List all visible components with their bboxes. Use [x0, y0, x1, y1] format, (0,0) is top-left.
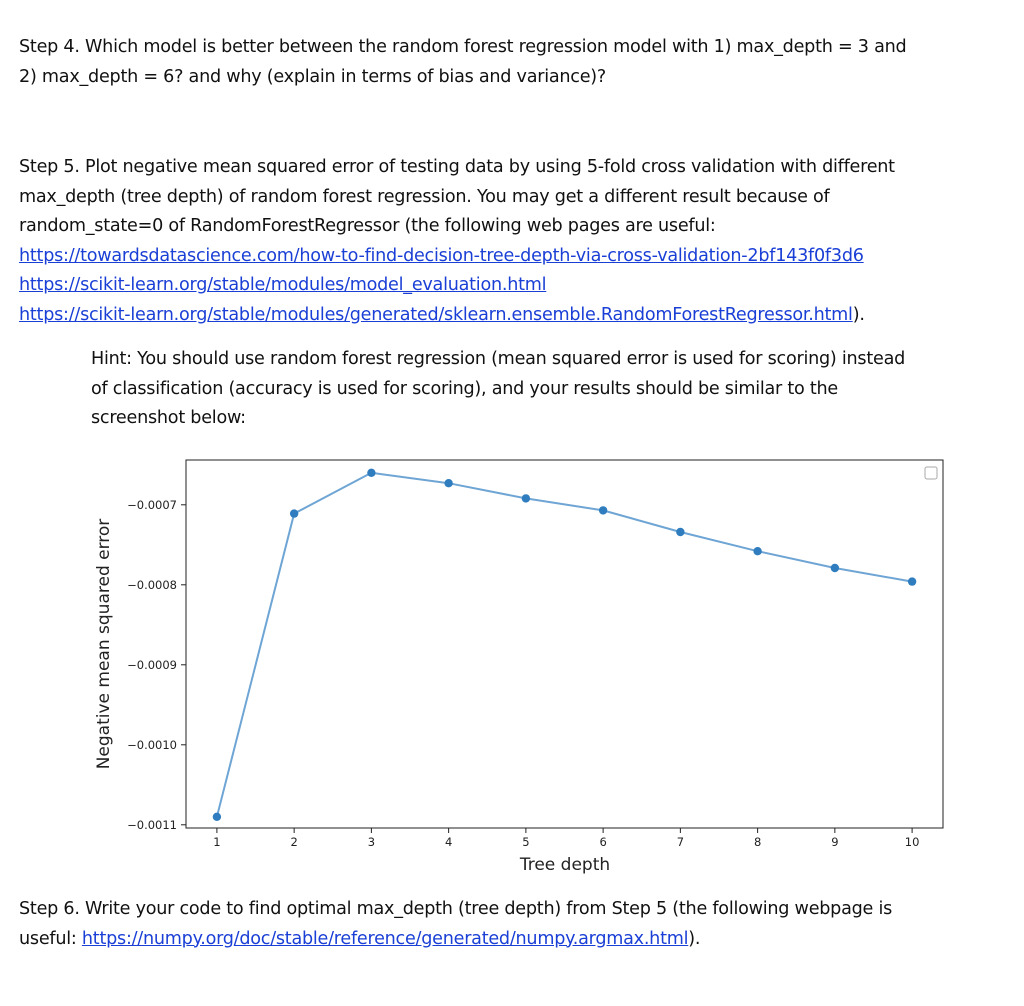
x-axis-label: Tree depth	[519, 855, 611, 875]
data-point	[213, 813, 221, 821]
step4-line1: Step 4. Which model is better between the random forest regression model with 1) max_depth = 3 and	[19, 37, 907, 57]
x-tick-label: 9	[831, 835, 839, 849]
y-tick-label: −0.0011	[127, 817, 177, 832]
model-evaluation-link[interactable]: https://scikit-learn.org/stable/modules/model_evaluation.html	[19, 275, 547, 295]
plot-frame	[186, 460, 943, 828]
y-tick-label: −0.0007	[127, 497, 177, 512]
data-point	[444, 479, 452, 487]
x-tick-label: 5	[522, 835, 530, 849]
plot-corner-icon	[925, 467, 937, 479]
x-tick-label: 7	[676, 835, 685, 849]
step5-line2: max_depth (tree depth) of random forest regression. You may get a different result because of	[19, 186, 830, 207]
x-tick-label: 1	[213, 835, 221, 849]
hint-line2: of classification (accuracy is used for scoring), and your results should be similar to the	[91, 378, 839, 399]
x-tick-label: 3	[367, 835, 376, 849]
data-point	[831, 564, 839, 572]
hint-line1: Hint: You should use random forest regression (mean squared error is used for scoring) instead	[91, 349, 906, 369]
x-tick-label: 8	[753, 835, 762, 849]
numpy-argmax-link[interactable]: https://numpy.org/doc/stable/reference/generated/numpy.argmax.html	[81, 928, 689, 949]
data-point	[753, 547, 761, 555]
hint-line3: screenshot below:	[91, 408, 246, 428]
data-point	[522, 494, 530, 502]
y-axis-label: Negative mean squared error	[94, 518, 114, 770]
step6-paragraph	[19, 895, 1009, 954]
step5-closing: ).	[852, 304, 865, 325]
data-point	[676, 528, 684, 536]
x-tick-label: 2	[290, 835, 298, 849]
x-tick-label: 4	[444, 835, 453, 849]
y-tick-label: −0.0009	[127, 657, 177, 672]
data-point	[599, 506, 607, 514]
step4-line2: 2) max_depth = 6? and why (explain in terms of bias and variance)?	[19, 66, 606, 87]
data-point	[290, 509, 298, 517]
step6-closing: ).	[688, 928, 701, 949]
y-tick-label: −0.0008	[127, 577, 177, 592]
x-tick-label: 10	[904, 835, 920, 849]
towardsdatascience-link[interactable]: https://towardsdatascience.com/how-to-find-decision-tree-depth-via-cross-validation-2bf143f0f3d6	[19, 245, 864, 266]
data-point	[367, 469, 375, 477]
step5-line3: random_state=0 of RandomForestRegressor (the following web pages are useful:	[19, 216, 716, 236]
step6-prefix: useful:	[19, 928, 82, 949]
y-tick-label: −0.0010	[127, 737, 177, 752]
step6-line1: Step 6. Write your code to find optimal max_depth (tree depth) from Step 5 (the following webpage is	[19, 899, 893, 919]
data-point	[908, 577, 916, 585]
x-tick-label: 6	[599, 835, 607, 849]
random-forest-regressor-link[interactable]: https://scikit-learn.org/stable/modules/generated/sklearn.ensemble.RandomForestRegressor.html	[19, 304, 853, 325]
step5-line1: Step 5. Plot negative mean squared error of testing data by using 5-fold cross validation with different	[19, 157, 895, 177]
